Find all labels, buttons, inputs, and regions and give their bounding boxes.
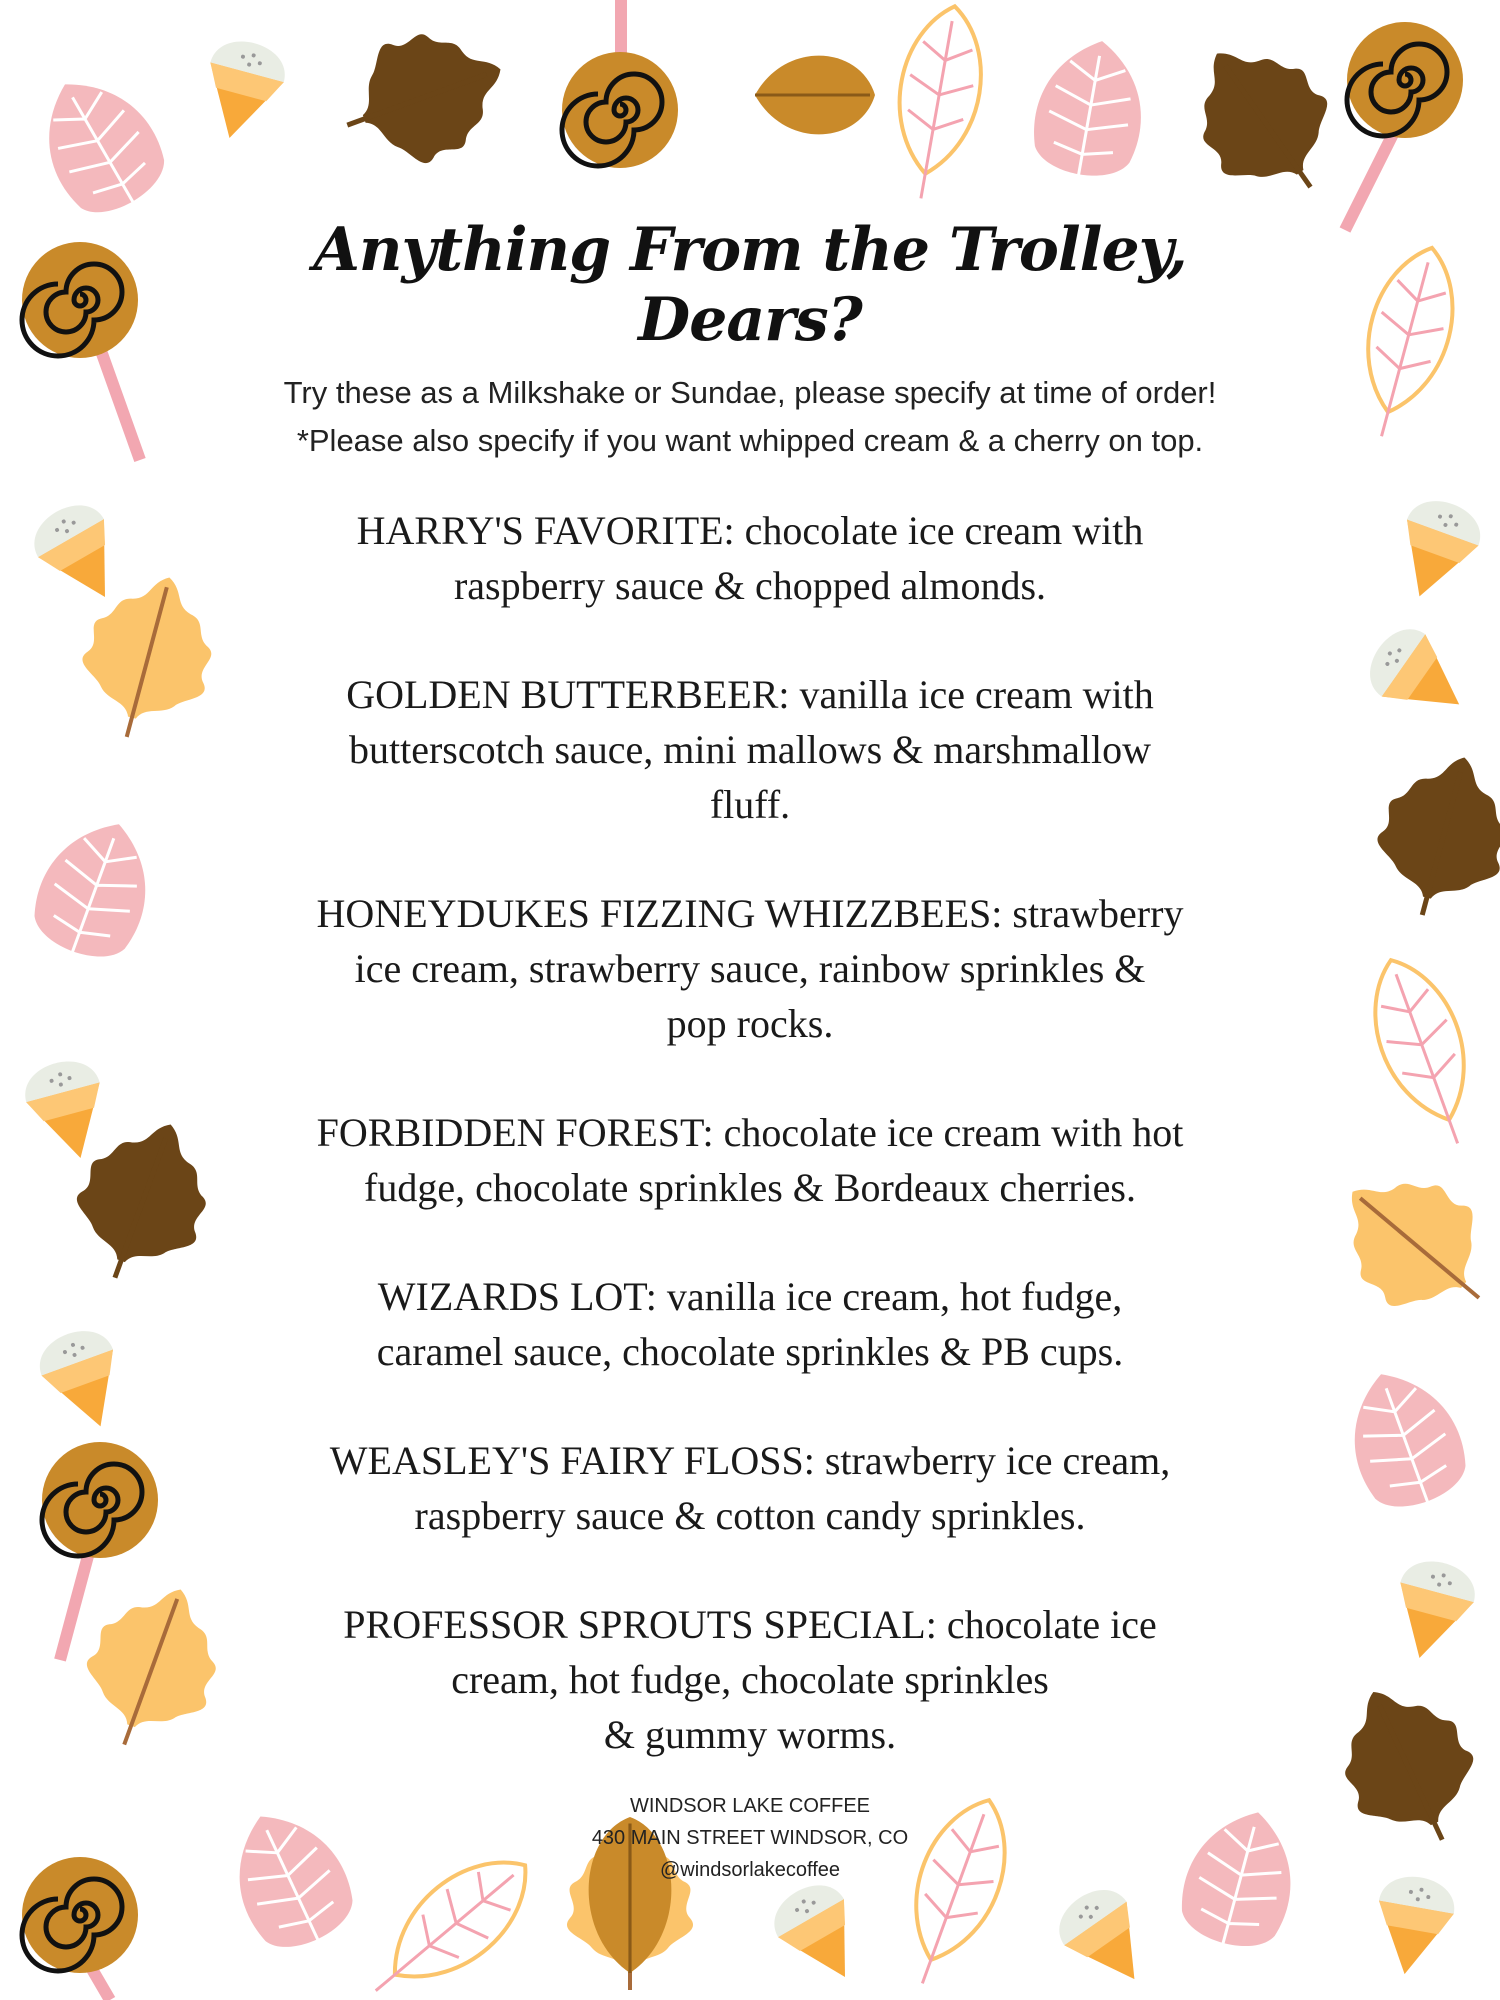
- menu-list: [220, 503, 1280, 1762]
- menu-item-golden-butterbeer: [220, 667, 1280, 832]
- menu-item-line: HARRY'S FAVORITE: chocolate ice cream with: [356, 508, 1144, 553]
- subtitle-line: Try these as a Milkshake or Sundae, please specify at time of order!: [283, 375, 1217, 410]
- footer-address: 430 MAIN STREET WINDSOR, CO: [591, 1827, 909, 1849]
- menu-item-forbidden-forest: [220, 1105, 1280, 1215]
- menu-item-weasleys-fairy-floss: [220, 1433, 1280, 1543]
- menu-item-professor-sprouts: [220, 1597, 1280, 1762]
- subtitle-line: *Please also specify if you want whipped cream & a cherry on top.: [296, 423, 1204, 458]
- menu-item-harrys-favorite: [220, 503, 1280, 613]
- menu-item-line: & gummy worms.: [603, 1712, 897, 1757]
- menu-item-line: raspberry sauce & cotton candy sprinkles.: [414, 1493, 1086, 1538]
- menu-item-wizards-lot: [220, 1269, 1280, 1379]
- footer-business: WINDSOR LAKE COFFEE: [629, 1795, 871, 1817]
- menu-item-line: GOLDEN BUTTERBEER: vanilla ice cream with: [346, 672, 1154, 717]
- menu-item-line: ice cream, strawberry sauce, rainbow sprinkles &: [354, 946, 1146, 991]
- footer-social-handle: @windsorlakecoffee: [659, 1859, 841, 1881]
- menu-item-line: caramel sauce, chocolate sprinkles & PB cups.: [376, 1329, 1124, 1374]
- menu-item-line: fudge, chocolate sprinkles & Bordeaux cherries.: [364, 1165, 1136, 1210]
- menu-item-line: FORBIDDEN FOREST: chocolate ice cream with hot: [316, 1110, 1184, 1155]
- menu-item-line: PROFESSOR SPROUTS SPECIAL: chocolate ice: [343, 1602, 1157, 1647]
- menu-item-line: HONEYDUKES FIZZING WHIZZBEES: strawberry: [316, 891, 1184, 936]
- menu-title: Anything From the Trolley, Dears?: [313, 215, 1187, 355]
- menu-item-line: fluff.: [709, 782, 791, 827]
- menu-item-line: raspberry sauce & chopped almonds.: [453, 563, 1047, 608]
- menu-item-line: WIZARDS LOT: vanilla ice cream, hot fudge,: [377, 1274, 1123, 1319]
- menu-item-honeydukes: [220, 886, 1280, 1051]
- menu-item-line: WEASLEY'S FAIRY FLOSS: strawberry ice cream,: [329, 1438, 1171, 1483]
- subtitle: [220, 369, 1280, 465]
- footer-contact: [220, 1790, 1280, 1886]
- menu-item-line: pop rocks.: [666, 1001, 834, 1046]
- menu-item-line: cream, hot fudge, chocolate sprinkles: [451, 1657, 1049, 1702]
- menu-content: [220, 215, 1280, 1886]
- menu-item-line: butterscotch sauce, mini mallows & marshmallow: [348, 727, 1152, 772]
